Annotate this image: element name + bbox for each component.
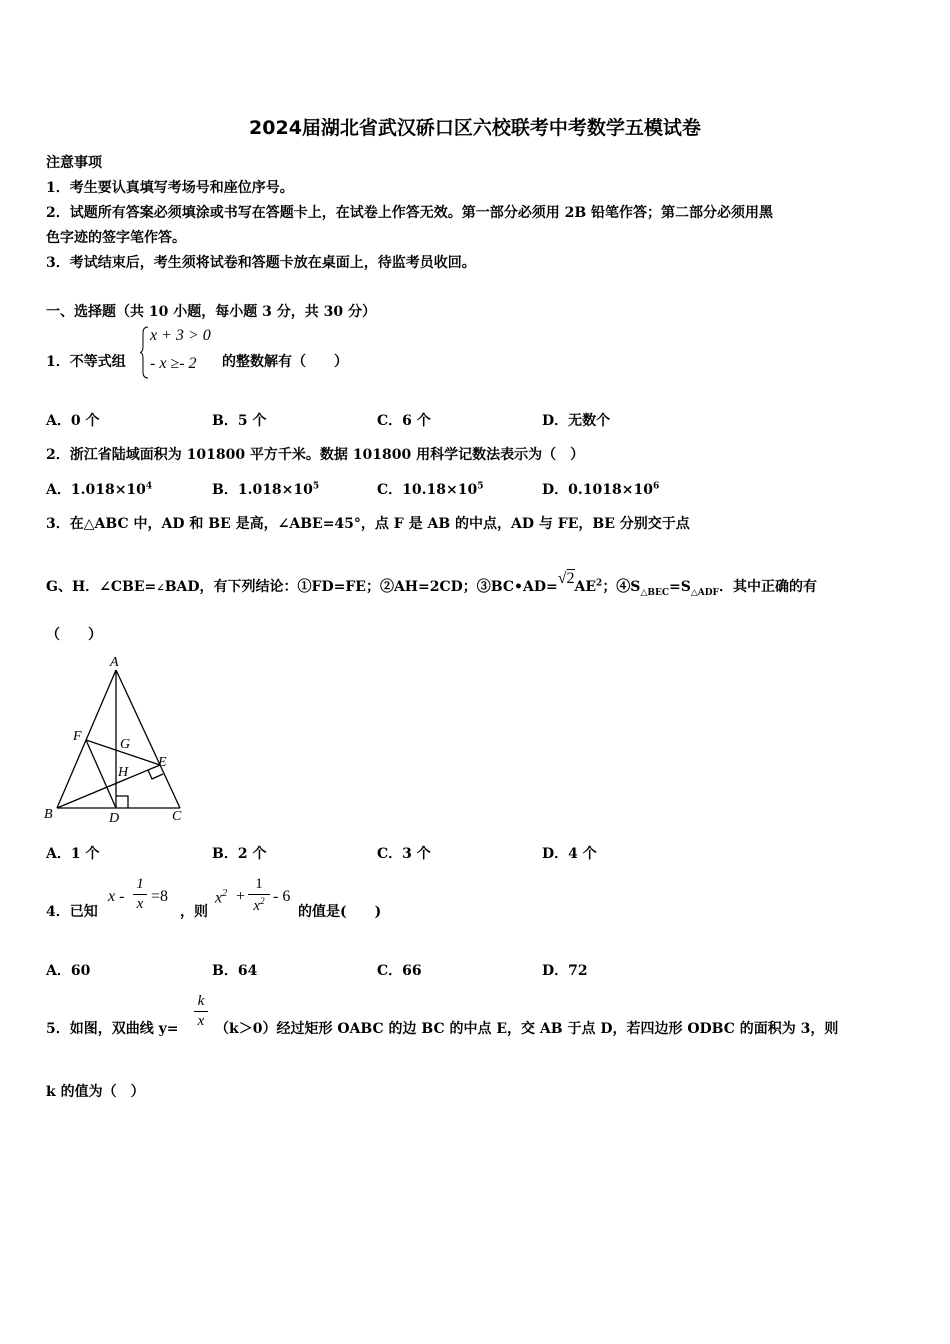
q4-option-d: D．72 xyxy=(542,963,588,979)
figure-label: B xyxy=(44,807,53,822)
q1-option-a: A．0 个 xyxy=(46,413,100,429)
figure-label: H xyxy=(118,765,129,780)
q1-suffix: 的整数解有（ ） xyxy=(222,354,348,370)
q5-line2: k 的值为（ ） xyxy=(46,1084,145,1100)
q4-option-a: A．60 xyxy=(46,963,91,979)
figure-label: E xyxy=(158,755,167,770)
figure-label: D xyxy=(109,811,120,826)
q4-expr1-right: =8 xyxy=(151,888,169,905)
q3-option-b: B．2 个 xyxy=(212,846,267,862)
notice-item: 1．考生要认真填写考场号和座位序号。 xyxy=(46,180,294,196)
q1-option-c: C．6 个 xyxy=(377,413,431,429)
q3-option-c: C．3 个 xyxy=(377,846,431,862)
q4-expr1-left: x - xyxy=(108,888,125,905)
q3-option-d: D．4 个 xyxy=(542,846,597,862)
q3-option-a: A．1 个 xyxy=(46,846,100,862)
triangle-figure xyxy=(40,650,200,830)
q5-suffix: （k＞0）经过矩形 OABC 的边 BC 的中点 E，交 AB 于点 D，若四边形 ODBC 的面积为 3，则 xyxy=(215,1021,839,1037)
notice-heading: 注意事项 xyxy=(46,155,102,171)
q4-expr2-x: $x^2$ xyxy=(215,888,228,907)
q3-line1: 3．在△ABC 中，AD 和 BE 是高，∠ABE=45°，点 F 是 AB 的中点，AD 与 FE，BE 分别交于点 xyxy=(46,516,690,532)
q1-prefix: 1．不等式组 xyxy=(46,354,126,370)
q4-option-c: C．66 xyxy=(377,963,422,979)
q4-option-b: B．64 xyxy=(212,963,258,979)
q4-expr1-fraction: 1 x xyxy=(133,876,147,913)
q4-mid: ，则 xyxy=(180,904,208,920)
q4-expr2-fraction: 1 $x^2$ xyxy=(248,876,270,915)
figure-label: G xyxy=(120,737,131,752)
q3-line3: （ ） xyxy=(46,627,102,643)
brace-icon xyxy=(140,325,150,380)
notice-item: 色字迹的签字笔作答。 xyxy=(46,230,186,246)
q1-option-b: B．5 个 xyxy=(212,413,267,429)
q1-option-d: D．无数个 xyxy=(542,413,611,429)
notice-item: 3．考试结束后，考生须将试卷和答题卡放在桌面上，待监考员收回。 xyxy=(46,255,476,271)
q1-system-line1: x + 3 > 0 xyxy=(150,327,211,344)
figure-label: F xyxy=(73,729,82,744)
notice-item: 2．试题所有答案必须填涂或书写在答题卡上，在试卷上作答无效。第一部分必须用 2B 铅笔作答；第二部分必须用黑 xyxy=(46,205,774,221)
q2-option-d: D．$0.1018\times 10^6$ xyxy=(542,481,660,498)
q2-option-b: B．$1.018\times 10^5$ xyxy=(212,481,320,498)
section-heading: 一、选择题（共 10 小题，每小题 3 分，共 30 分） xyxy=(46,304,376,320)
page-title: 2024届湖北省武汉硚口区六校联考中考数学五模试卷 xyxy=(249,117,701,139)
q4-prefix: 4．已知 xyxy=(46,904,98,920)
q2-option-c: C．$10.18\times 10^5$ xyxy=(377,481,484,498)
figure-label: A xyxy=(110,655,119,670)
q1-system-line2: - x ≥- 2 xyxy=(150,355,197,372)
q3-line2: G、H．∠CBE=∠BAD，有下列结论：①FD=FE；②AH=2CD；$③BC•AD=√2AE^2$；$④S_{\triangle BEC}=S_{\triangle ADF}$．其中正确的有 xyxy=(46,570,817,598)
q4-expr2-tail: - 6 xyxy=(273,888,291,905)
q4-expr2-plus: + xyxy=(236,888,246,905)
q2-text: 2．浙江省陆域面积为 101800 平方千米。数据 101800 用科学记数法表示为（ ） xyxy=(46,447,585,463)
q5-fraction: k x xyxy=(194,993,208,1030)
q2-option-a: A．$1.018\times 10^4$ xyxy=(46,481,153,498)
q5-prefix: 5．如图，双曲线 y= xyxy=(46,1021,179,1037)
q4-suffix: 的值是( ) xyxy=(298,904,382,920)
figure-label: C xyxy=(172,809,182,824)
